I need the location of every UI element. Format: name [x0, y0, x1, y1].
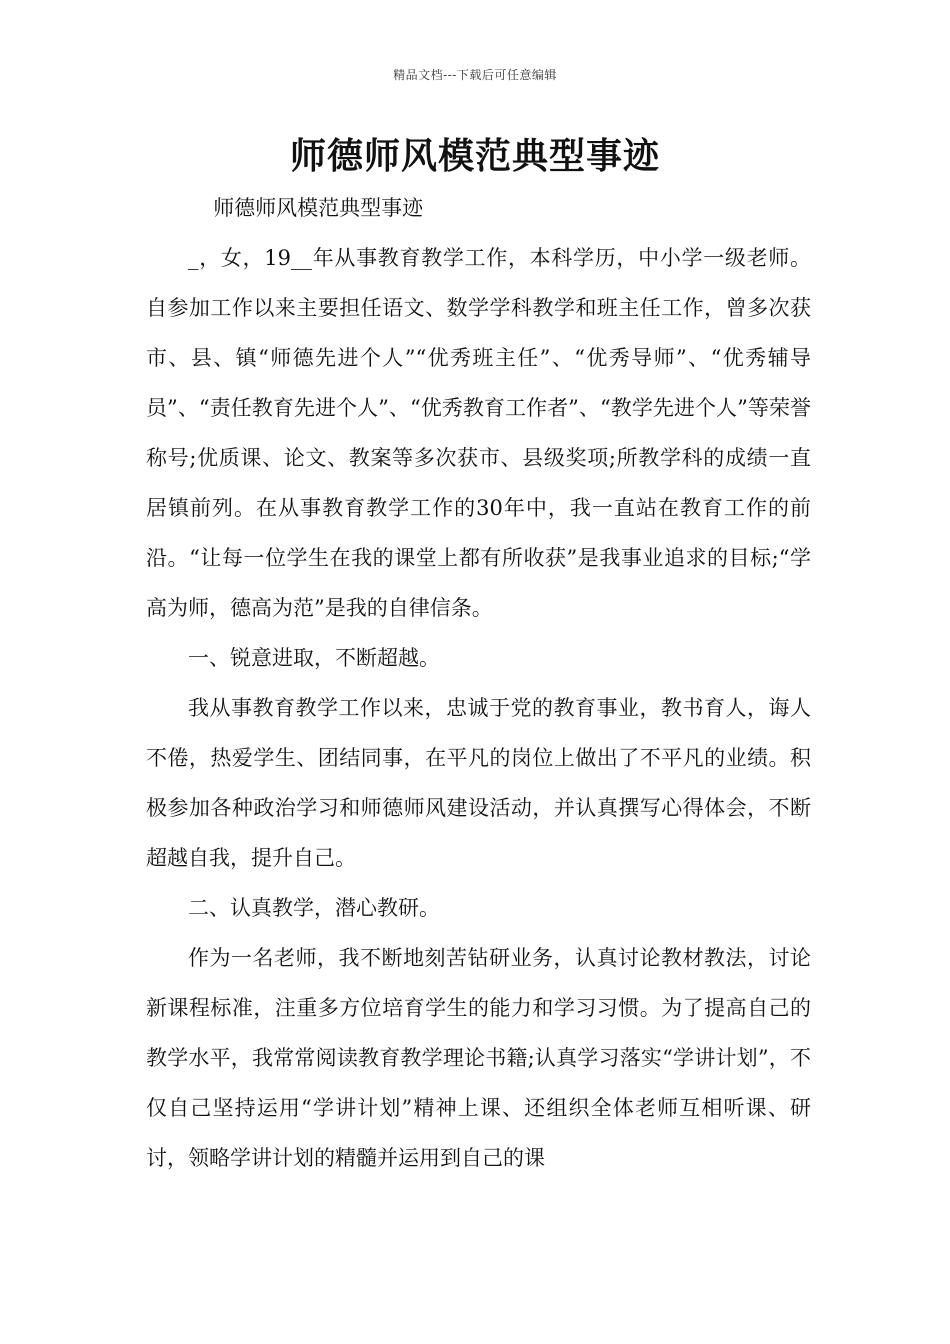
intro-paragraph: _，女，19__年从事教育教学工作，本科学历，中小学一级老师。自参加工作以来主要担任语文、数学学科教学和班主任工作，曾多次获市、县、镇“师德先进个人”“优秀班主任”、“优秀导师”、“优秀辅导员”、“责任教育先进个人”、“优秀教育工作者”、“教学先进个人”等荣誉称号;优质课、论文、教案等多次获市、县级奖项;所教学科的成绩一直居镇前列。在从事教育教学工作的30年中，我一直站在教育工作的前沿。“让每一位学生在我的课堂上都有所收获”是我事业追求的目标;“学高为师，德高为范”是我的自律信条。: [146, 246, 811, 620]
page-header: 精品文档---下载后可任意编辑: [393, 68, 557, 82]
section-paragraph-2: 作为一名老师，我不断地刻苦钻研业务，认真讨论教材教法，讨论新课程标准，注重多方位培育学生的能力和学习习惯。为了提高自己的教学水平，我常常阅读教育教学理论书籍;认真学习落实“学讲计划”，不仅自己坚持运用“学讲计划”精神上课、还组织全体老师互相听课、研讨，领略学讲计划的精髓并运用到自己的课: [146, 946, 811, 1170]
document-body: [146, 183, 811, 1183]
section-heading-2: 二、认真教学，潜心教研。: [188, 896, 440, 920]
document-title: 师德师风模范典型事迹: [289, 135, 660, 177]
section-heading-1: 一、锐意进取，不断超越。: [188, 646, 440, 670]
section-paragraph-1: 我从事教育教学工作以来，忠诚于党的教育事业，教书育人，诲人不倦，热爱学生、团结同事，在平凡的岗位上做出了不平凡的业绩。积极参加各种政治学习和师德师风建设活动，并认真撰写心得体会，不断超越自我，提升自己。: [146, 696, 811, 870]
document-subtitle: 师德师风模范典型事迹: [213, 196, 424, 220]
